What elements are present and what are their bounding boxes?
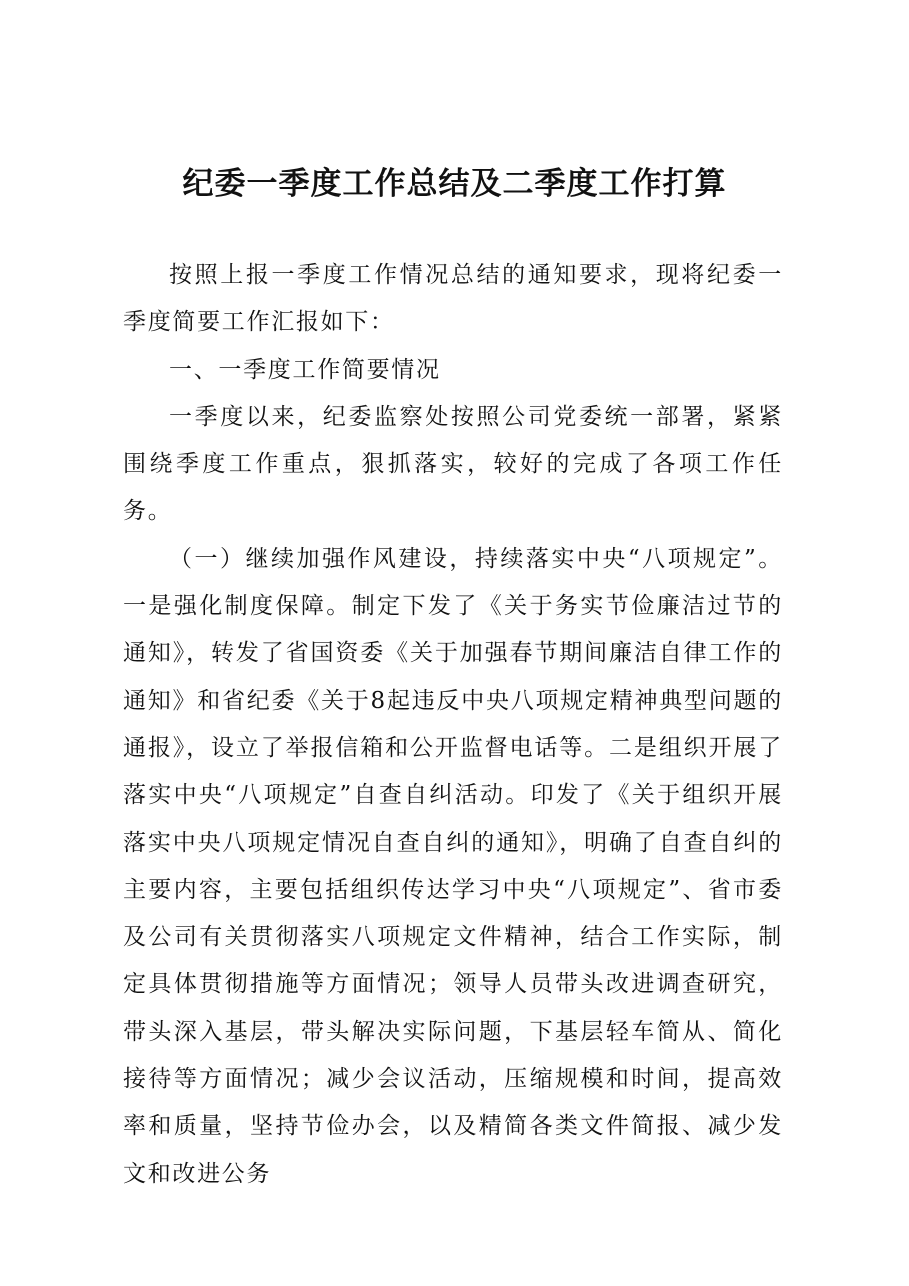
- summary-paragraph: 一季度以来，纪委监察处按照公司党委统一部署，紧紧围绕季度工作重点，狠抓落实，较好的完成了各项工作任务。: [123, 403, 783, 525]
- subsection-paragraph-1: （一）继续加强作风建设，持续落实中央“八项规定”。一是强化制度保障。制定下发了《关于务实节俭廉洁过节的通知》，转发了省国资委《关于加强春节期间廉洁自律工作的通知》和省纪委《关于8起违反中央八项规定精神典型问题的通报》，设立了举报信箱和公开监督电话等。二是组织开展了落实中央“八项规定”自查自纠活动。印发了《关于组织开展落实中央八项规定情况自查自纠的通知》，明确了自查自纠的主要内容，主要包括组织传达学习中央“八项规定”、省市委及公司有关贯彻落实八项规定文件精神，结合工作实际，制定具体贯彻措施等方面情况；领导人员带头改进调查研究，带头深入基层，带头解决实际问题，下基层轻车简从、简化接待等方面情况；减少会议活动，压缩规模和时间，提高效率和质量，坚持节俭办会，以及精简各类文件简报、减少发文和改进公务: [123, 545, 783, 1187]
- document-body: [123, 252, 783, 1198]
- intro-paragraph: 按照上报一季度工作情况总结的通知要求，现将纪委一季度简要工作汇报如下：: [123, 262, 783, 336]
- section-heading-1: 一、一季度工作简要情况: [169, 356, 441, 383]
- document-title: 纪委一季度工作总结及二季度工作打算: [182, 166, 727, 202]
